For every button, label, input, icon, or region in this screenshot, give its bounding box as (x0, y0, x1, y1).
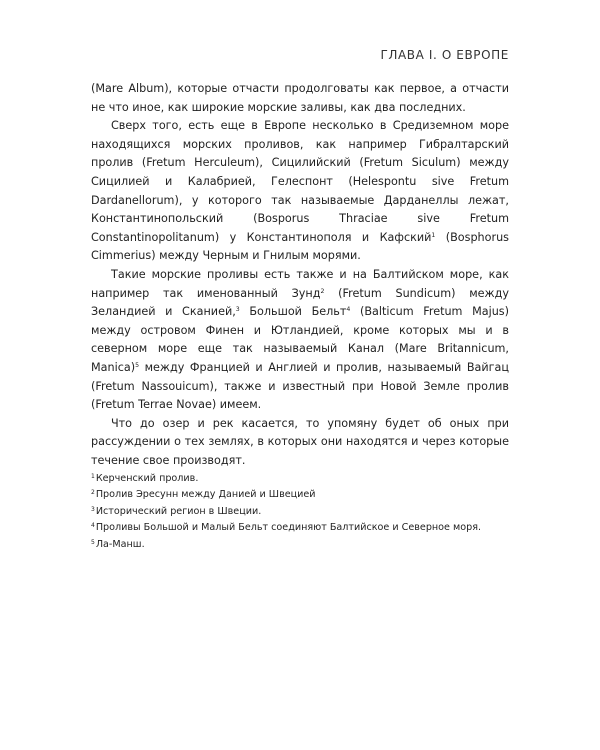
footnote-1 (91, 471, 509, 487)
footnote-ref-2: 2 (320, 287, 325, 295)
paragraph-3-part-d: (Balticum Fretum Majus) между островом Финен и Ютландией, кроме которых мы и в северном море еще так называемый Канал (Mare Britannicum, Manica) (91, 305, 509, 374)
paragraph-2-tail: (Bosphorus Cimmerius) между Черным и Гнилым морями. (91, 230, 510, 263)
footnote-ref-3: 3 (235, 306, 240, 314)
footnote-ref-4: 4 (346, 306, 351, 314)
paragraph-3-part-a: Такие морские проливы есть также и на Балтийском море, как например так именованный Зунд (91, 267, 509, 300)
footnote-5 (91, 537, 509, 553)
footnote-number: 3 (91, 505, 95, 513)
footnote-3 (91, 504, 509, 520)
paragraph-2-text: Сверх того, есть еще в Европе несколько в Средиземном море находящихся морских проливов, как например Гибралтарский пролив (Fretum Herculeum), Сицилийский (Fretum Siculum) между Сицилией и Калабрией, Гелеспонт (Helespontu sive Fretum Dardanellorum), у которого так называемые Дарданеллы лежат, Константинопольский (Bosporus Thraciae sive Fretum Constantinopolitanum) у Константинополя и Кафский (91, 119, 509, 244)
paragraph-2 (91, 117, 509, 266)
paragraph-3-part-e: между Францией и Англией и пролив, называемый Вайгац (Fretum Nassouicum), также и известный при Новой Земле пролив (Fretum Terrae Novae) имеем. (91, 360, 509, 412)
paragraph-3-part-c: Большой Бельт (239, 305, 347, 319)
footnote-number: 1 (91, 473, 95, 480)
footnote-text: Исторический регион в Швеции. (95, 505, 262, 517)
footnote-text: Проливы Большой и Малый Бельт соединяют Балтийское и Северное моря. (95, 522, 482, 534)
paragraph-3 (91, 266, 509, 415)
body-text (91, 80, 509, 470)
footnote-text: Пролив Эресунн между Данией и Швецией (95, 489, 316, 501)
footnote-text: Керченский пролив. (95, 473, 199, 484)
running-header: ГЛАВА I. О ЕВРОПЕ (380, 48, 509, 62)
paragraph-1: (Mare Album), которые отчасти продолговаты как первое, а отчасти не что иное, как широкие морские заливы, как два последних. (91, 82, 509, 114)
paragraph-4: Что до озер и рек касается, то упомяну будет об оных при рассуждении о тех землях, в которых они находятся и через которые течение свое производят. (91, 416, 509, 467)
paragraph-3-part-b: (Fretum Sundicum) между Зеландией и Сканией, (91, 286, 509, 319)
footnote-2 (91, 487, 509, 503)
footnote-text: Ла-Манш. (95, 538, 145, 550)
footnotes (91, 471, 509, 553)
footnote-ref-1: 1 (431, 231, 436, 239)
footnote-4 (91, 520, 509, 536)
footnote-ref-5: 5 (135, 361, 140, 369)
footnote-number: 4 (91, 522, 95, 530)
footnote-number: 5 (91, 538, 95, 546)
footnote-number: 2 (91, 489, 95, 497)
